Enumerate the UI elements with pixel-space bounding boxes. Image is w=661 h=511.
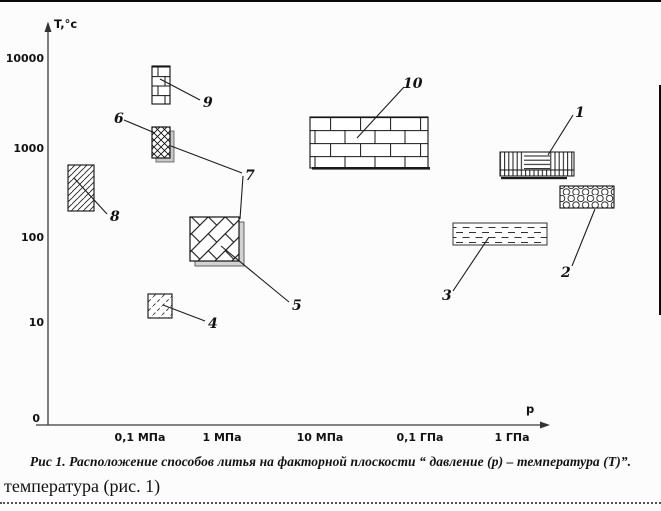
region-label-5: 5 <box>292 298 302 314</box>
region-label-3: 3 <box>442 288 452 304</box>
y-axis-title: T,°c <box>54 17 78 31</box>
leader-line-7 <box>171 146 243 219</box>
region-label-1: 1 <box>575 105 585 121</box>
y-tick-label: 1000 <box>13 142 44 155</box>
leader-line-5 <box>221 246 289 302</box>
figure-caption: Рис 1. Расположение способов литья на факторной плоскости “ давление (р) – температура (Т)”. <box>29 454 632 469</box>
leader-lines <box>74 79 595 321</box>
y-tick-label: 10000 <box>5 52 44 65</box>
y-tick-label: 100 <box>21 231 44 244</box>
region-label-8: 8 <box>110 209 120 225</box>
x-axis-arrow-icon <box>540 422 550 429</box>
x-tick-label: 0,1 ГПа <box>396 431 444 444</box>
region-1-shadow <box>501 177 567 179</box>
y-tick-label: 10 <box>28 316 44 329</box>
x-axis-title: p <box>526 402 535 416</box>
region-number-labels <box>110 76 585 332</box>
region-label-2: 2 <box>561 265 571 281</box>
region-label-7: 7 <box>245 168 255 184</box>
region-6 <box>152 127 174 162</box>
x-tick-label: 1 ГПа <box>494 431 530 444</box>
x-tick-label: 0,1 МПа <box>114 431 166 444</box>
region-3 <box>453 223 547 245</box>
region-9 <box>152 66 170 104</box>
region-4 <box>148 294 172 318</box>
x-tick-label: 10 МПа <box>296 431 344 444</box>
dotted-divider <box>0 502 661 504</box>
leader-line-6 <box>124 120 155 133</box>
region-label-6: 6 <box>114 111 124 127</box>
y-tick-label: 0 <box>32 412 40 425</box>
region-1 <box>500 152 574 179</box>
region-label-4: 4 <box>208 316 218 332</box>
region-10 <box>310 117 430 170</box>
region-label-9: 9 <box>203 95 213 111</box>
x-tick-label: 1 МПа <box>202 431 242 444</box>
body-text-line: температура (рис. 1) <box>4 476 161 496</box>
region-2 <box>560 186 614 208</box>
region-10-shadow <box>312 167 430 170</box>
region-label-10: 10 <box>403 76 423 92</box>
region-8 <box>68 165 94 211</box>
y-axis-arrow-icon <box>45 22 52 33</box>
leader-line-2 <box>572 209 595 266</box>
leader-line-1 <box>548 115 573 155</box>
